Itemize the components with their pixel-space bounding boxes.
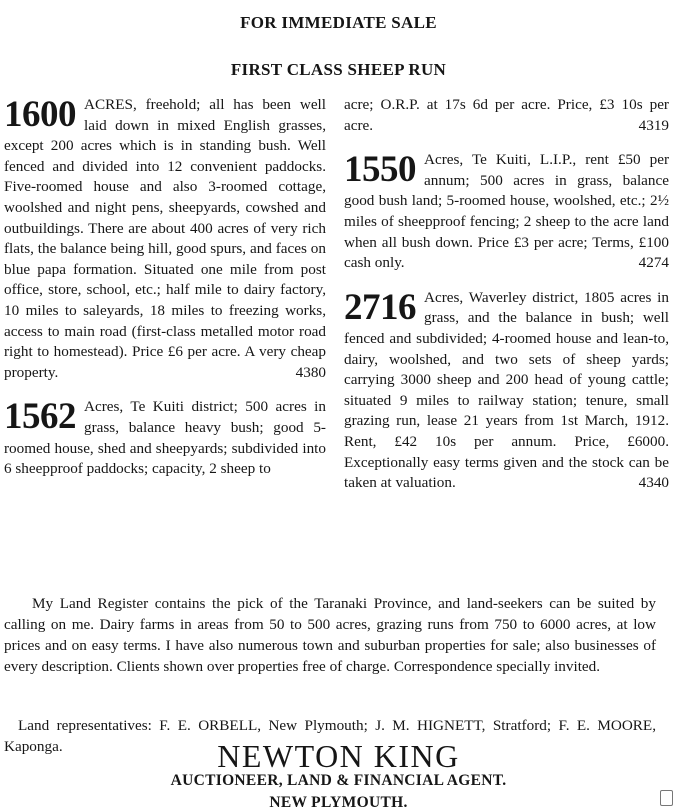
listing-2716 bbox=[344, 288, 669, 494]
agent-name: NEWTON KING bbox=[217, 738, 460, 774]
listing-acreage: 2716 bbox=[344, 286, 416, 328]
listing-1562-continued bbox=[344, 95, 669, 136]
listing-description: Acres, Waverley district, 1805 acres in grass, and the balance in bush; well fenced and subdivided; 4-roomed house and lean-to, dairy, woolshed, and two sets of sheep yards; carrying 3000 sheep and 200 head of young cattle; situated 9 miles to railway station; tenure, small grazing run, lease 21 years from 1st March, 1912. Rent, £42 10s per annum. Price, £6000. Exceptionally easy terms given and the stock can be taken at valuation. bbox=[344, 288, 669, 492]
listing-reference: 4380 bbox=[295, 363, 326, 381]
listing-continuation-text: acre; O.R.P. at 17s 6d per acre. Price, £3 10s per acre. bbox=[344, 96, 669, 134]
listing-1550 bbox=[344, 150, 669, 274]
ad-heading: FOR IMMEDIATE SALE bbox=[240, 13, 437, 32]
listing-continuation bbox=[344, 95, 669, 136]
agent-town: NEW PLYMOUTH. bbox=[269, 794, 408, 811]
listing-reference: 4319 bbox=[638, 116, 669, 134]
left-column bbox=[4, 95, 326, 480]
listing-acreage: 1600 bbox=[4, 94, 76, 135]
ad-subheading: FIRST CLASS SHEEP RUN bbox=[230, 60, 447, 79]
listing-description: Acres, Te Kuiti, L.I.P., rent £50 per annum; 500 acres in grass, balance good bush land; 5-roomed house, woolshed, etc.; 2½ miles of sheepproof fencing; 2 sheep to the acre land when all bush down. Price £3 per acre; Terms, £100 cash only. bbox=[344, 151, 669, 272]
page-corner-mark-icon bbox=[660, 790, 673, 806]
listing-reference: 4274 bbox=[638, 254, 669, 272]
listing-1562 bbox=[4, 397, 326, 479]
listing-description: ACRES, freehold; all has been well laid down in mixed English grasses, except 200 acres which is in standing bush. Well fenced and divided into 12 convenient paddocks. Five-roomed house and also 3-roomed cottage, woolshed and night pens, sheepyards, cowshed and outbuildings. There are about 400 acres of very rich flats, the balance being hill, good spurs, and faces on blue papa formation. Situated one mile from post office, store, school, etc.; half mile to dairy factory, 10 miles to saleyards, 18 miles to freezing works, access to main road (first-class metalled motor road right to homestead). Price £6 per acre. A very cheap property. bbox=[4, 96, 326, 381]
land-representatives: Land representatives: F. E. ORBELL, New Plymouth; J. M. HIGNETT, Stratford; F. E. MOORE, Kaponga. bbox=[4, 717, 656, 756]
agent-title: AUCTIONEER, LAND & FINANCIAL AGENT. bbox=[170, 772, 507, 789]
listing-description: Acres, Te Kuiti district; 500 acres in grass, balance heavy bush; good 5-roomed house, shed and sheepyards; subdivided into 6 sheepproof paddocks; capacity, 2 sheep to bbox=[4, 398, 326, 478]
right-column bbox=[344, 95, 669, 494]
listing-acreage: 1550 bbox=[344, 149, 416, 191]
listing-acreage: 1562 bbox=[4, 396, 76, 438]
listing-reference: 4340 bbox=[638, 474, 669, 492]
listing-1600 bbox=[4, 95, 326, 383]
land-register-paragraph: My Land Register contains the pick of the Taranaki Province, and land-seekers can be suited by calling on me. Dairy farms in areas from 50 to 500 acres, grazing runs from 750 to 6000 acres, at low prices and on easy terms. I have also numerous town and suburban properties for sale; also businesses of every description. Clients shown over properties free of charge. Correspondence specially invited. bbox=[4, 595, 656, 676]
